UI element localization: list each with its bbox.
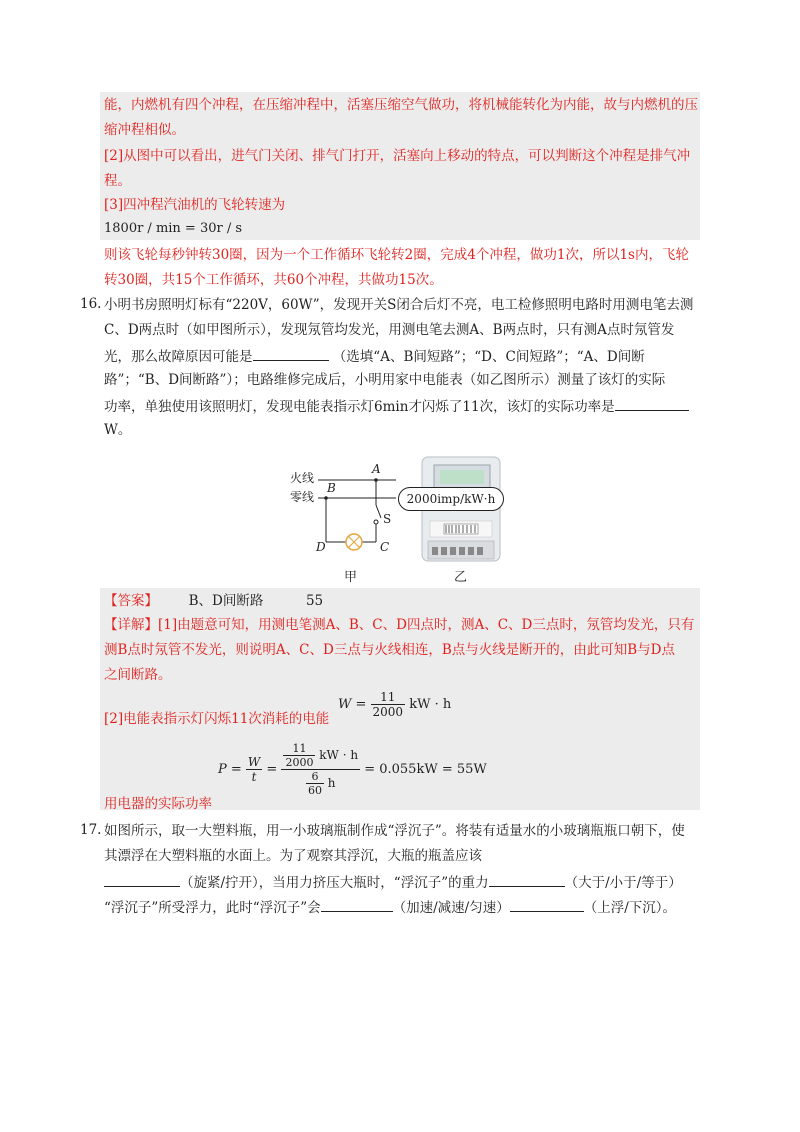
q17-line2: 其漂浮在大塑料瓶的水面上。为了观察其浮沉，大瓶的瓶盖应该 [104, 848, 482, 864]
w-unit: kW · h [409, 697, 452, 712]
w-num: 11 [371, 690, 406, 705]
q17-number: 17. [80, 822, 102, 838]
ans16-answer-line [104, 592, 323, 610]
label-neutral-wire: 零线 [290, 490, 315, 504]
ans16-detail5: 用电器的实际功率 [104, 796, 212, 812]
q17-line4a: “浮沉子”所受浮力，此时“浮沉子”会 [104, 900, 321, 916]
sol15-line4: 程。 [104, 173, 131, 189]
sol15-line7: 转30圈，共15个工作循环，共60个冲程，共做功15次。 [104, 272, 443, 288]
p-w: W [247, 755, 261, 769]
label-point-d: D [316, 540, 326, 554]
q17-blank1[interactable] [104, 872, 180, 887]
q17-line3a: （旋紧/拧开），当用力挤压大瓶时，“浮沉子”的重力 [180, 875, 489, 891]
w-fraction [371, 690, 406, 719]
solution-15-band [100, 92, 700, 240]
q16-line3 [104, 346, 645, 366]
q16-line4: 路”；“B、D间断路”）；电路维修完成后，小明用家中电能表（如乙图所示）测量了该灯的实际 [104, 372, 666, 388]
label-point-a: A [372, 462, 381, 476]
p-result: = 0.055kW = 55W [364, 762, 487, 777]
q17-line4c: （上浮/下沉）。 [583, 900, 677, 916]
p-d1: 6 [306, 770, 324, 784]
sol15-formula: 1800r / min = 30r / s [104, 221, 243, 236]
w-lhs: W = [338, 697, 367, 712]
q17-blank2[interactable] [489, 872, 565, 887]
label-point-c: C [380, 540, 390, 554]
q17-line1: 如图所示，取一大塑料瓶，用一小玻璃瓶制作成“浮沉子”。将装有适量水的小玻璃瓶瓶口朝下，使 [104, 823, 685, 839]
sol15-line2: 缩冲程相似。 [104, 122, 185, 138]
answer-2: 55 [305, 593, 324, 609]
ans16-detail2: 测B点时氖管不发光，则说明A、C、D三点与火线相连，B点与火线是断开的，由此可知B与D点 [104, 642, 675, 658]
formula-w [338, 690, 451, 719]
sol15-line3: [2]从图中可以看出，进气门关闭、排气门打开，活塞向上移动的特点，可以判断这个冲程是排气冲 [104, 148, 691, 164]
q16-line5 [104, 396, 689, 416]
label-point-b: B [327, 481, 336, 495]
caption-yi: 乙 [454, 570, 468, 585]
p-numerator [281, 742, 360, 770]
q16-line1: 小明书房照明灯标有“220V，60W”，发现开关S闭合后灯不亮，电工检修照明电路时用测电笔去测 [104, 297, 694, 313]
q17-line4b: （加速/减速/匀速） [392, 900, 510, 916]
detail-text-1: [1]由题意可知，用测电笔测A、B、C、D四点时，测A、C、D三点时，氖管均发光，只有 [158, 617, 695, 633]
caption-jia: 甲 [344, 570, 358, 585]
p-den-frac [306, 770, 324, 797]
q16-line2: C、D两点时（如甲图所示），发现氖管均发光，用测电笔去测A、B两点时，只有测A点时氖管发 [104, 322, 675, 338]
ans16-detail1 [104, 616, 694, 634]
ans16-detail4: [2]电能表指示灯闪烁11次消耗的电能 [104, 711, 330, 727]
q17-line3b: （大于/小于/等于） [564, 875, 682, 891]
q16-blank1[interactable] [253, 346, 329, 361]
p-denominator [281, 770, 360, 797]
p-n2: 2000 [285, 756, 314, 769]
q16-line6: W。 [104, 422, 132, 438]
ans16-detail3: 之间断路。 [104, 667, 172, 683]
answer-label: 【答案】 [104, 593, 158, 609]
p-lhs: P = [218, 762, 242, 777]
sol15-line5: [3]四冲程汽油机的飞轮转速为 [104, 197, 286, 213]
q16-number: 16. [80, 296, 102, 312]
q17-blank3[interactable] [321, 897, 393, 912]
label-switch-s: S [383, 512, 392, 526]
answer-1: B、D间断路 [188, 593, 264, 609]
w-den: 2000 [372, 705, 404, 719]
p-big-fraction [281, 742, 360, 797]
p-w-over-t [246, 755, 262, 784]
q16-line3b: （选填“A、B间短路”；“D、C间短路”；“A、D间断 [332, 349, 645, 365]
q17-blank4[interactable] [510, 897, 584, 912]
p-n1: 11 [283, 742, 315, 756]
meter-label-bubble: 2000imp/kW·h [398, 487, 504, 511]
detail-label: 【详解】 [104, 617, 158, 633]
q16-line5-text: 功率，单独使用该照明灯，发现电能表指示灯6min才闪烁了11次，该灯的实际功率是 [104, 399, 615, 415]
p-eq: = [266, 762, 278, 777]
p-nunit: kW · h [319, 748, 359, 762]
label-live-wire: 火线 [290, 471, 315, 485]
q17-line4 [104, 897, 676, 917]
q16-line3a: 光，那么故障原因可能是 [104, 349, 253, 365]
p-dunit: h [327, 776, 336, 790]
sol15-line6: 则该飞轮每秒钟转30圈，因为一个工作循环飞轮转2圈，完成4个冲程，做功1次，所以1s内，飞轮 [104, 247, 689, 263]
p-d2: 60 [307, 784, 322, 797]
p-num-frac [283, 742, 315, 769]
formula-p [218, 742, 487, 797]
p-t: t [251, 770, 257, 784]
q16-blank2[interactable] [615, 396, 689, 411]
q17-line3 [104, 872, 682, 892]
sol15-line1: 能，内燃机有四个冲程，在压缩冲程中，活塞压缩空气做功，将机械能转化为内能，故与内燃机的压 [104, 97, 698, 113]
